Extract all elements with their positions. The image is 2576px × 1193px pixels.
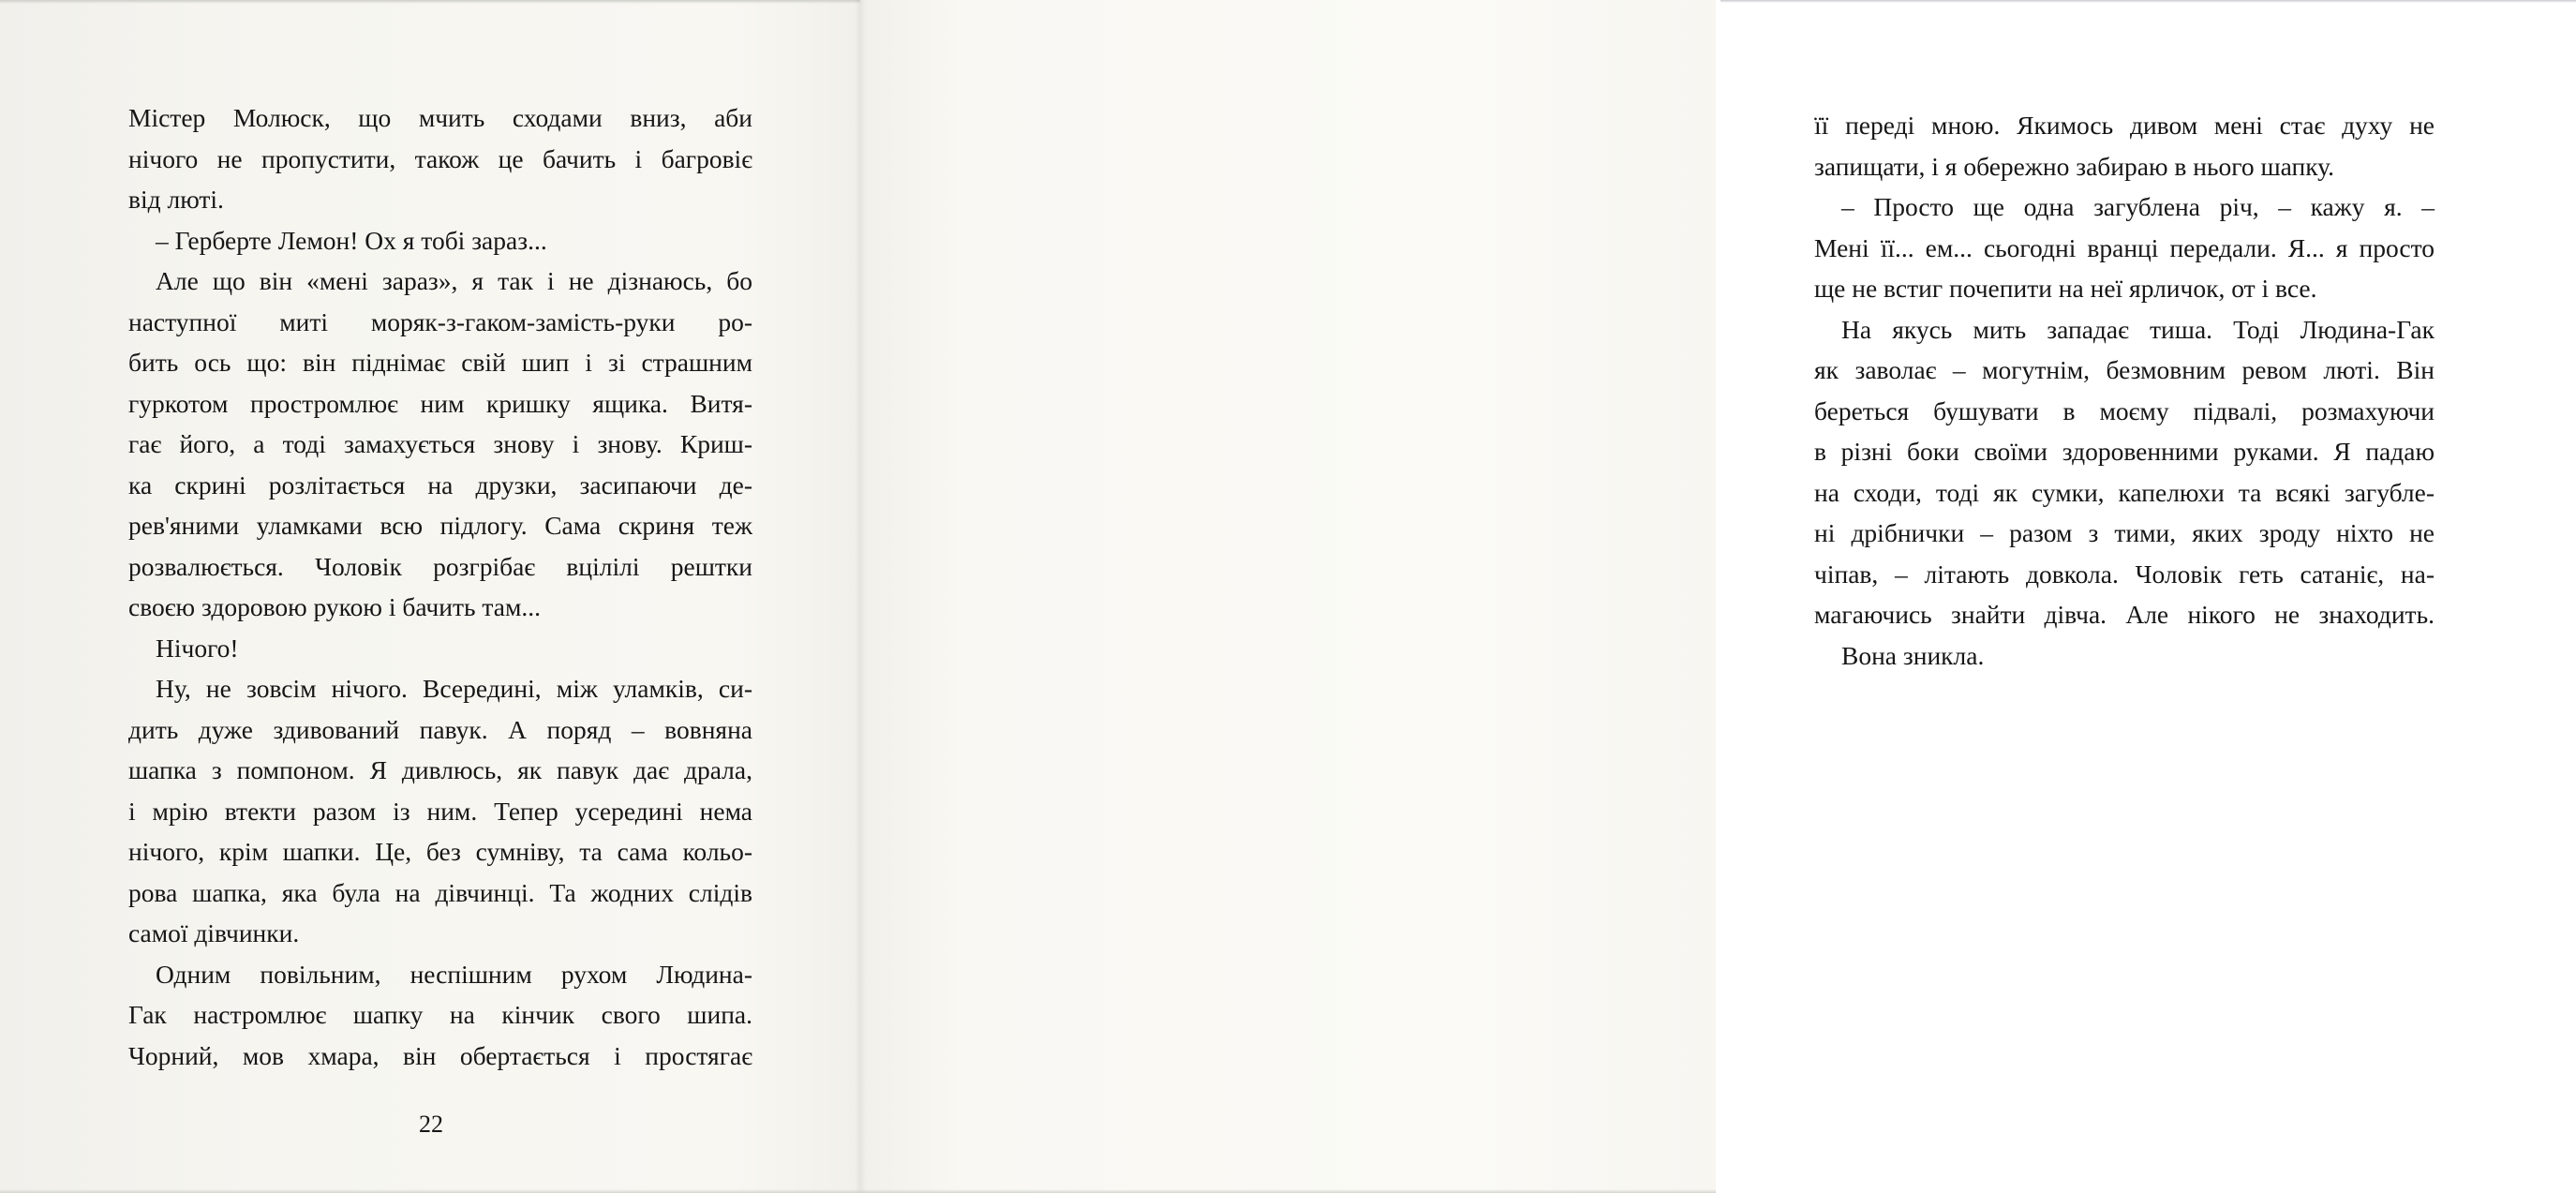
- text-line: на сходи, тоді як сумки, капелюхи та всякі загубле-: [1814, 477, 2435, 507]
- text-line: Гак настромлює шапку на кінчик свого шипа.: [128, 1000, 752, 1029]
- text-line: в різні боки своїми здоровенними руками. Я падаю: [1814, 437, 2435, 466]
- text-line: Нічого!: [156, 633, 239, 663]
- right-page-text: [1814, 105, 2435, 676]
- text-line: нічого не пропустити, також це бачить і багровіє: [128, 143, 752, 173]
- text-line: бить ось що: він піднімає свій шип і зі страшним: [128, 348, 752, 377]
- text-line: гає його, а тоді замахується знову і знову. Криш-: [128, 429, 752, 458]
- text-line: чіпав, – літають довкола. Чоловік геть сатаніє, на-: [1814, 559, 2435, 589]
- text-line: Вона зникла.: [1841, 640, 1985, 670]
- text-line: дить дуже здивований павук. А поряд – вовняна: [128, 714, 752, 744]
- page-number: 22: [419, 1111, 443, 1138]
- text-line: самої дівчинки.: [128, 918, 300, 947]
- text-line: ка скрині розлітається на друзки, засипаючи де-: [128, 470, 752, 500]
- page-bottom-edge: [0, 1189, 1716, 1193]
- text-line: Але що він «мені зараз», я так і не дізнаюсь, бо: [156, 266, 752, 295]
- text-line: ще не встиг почепити на неї ярличок, от і все.: [1814, 274, 2317, 303]
- text-line: гуркотом простромлює ним кришку ящика. Витя-: [128, 388, 752, 418]
- text-line: наступної миті моряк-з-гаком-замість-руки ро-: [128, 306, 752, 336]
- text-line: – Герберте Лемон! Ох я тобі зараз...: [156, 225, 547, 255]
- text-line: Мені її... ем... сьогодні вранці передали. Я... я просто: [1814, 232, 2435, 262]
- text-line: запищати, і я обережно забираю в нього шапку.: [1814, 151, 2335, 181]
- text-line: нічого, крім шапки. Це, без сумніву, та сама кольо-: [128, 837, 752, 866]
- text-line: береться бушувати в моєму підвалі, розмахуючи: [1814, 395, 2435, 425]
- text-line: Одним повільним, неспішним рухом Людина-: [156, 959, 752, 989]
- right-page: [860, 0, 2435, 1193]
- left-page-text: [128, 97, 752, 1076]
- text-line: як заволає – могутнім, безмовним ревом люті. Він: [1814, 355, 2435, 384]
- text-line: Ну, не зовсім нічого. Всередині, між уламків, си-: [156, 674, 752, 703]
- left-page: [0, 0, 860, 1193]
- text-line: ні дрібнички – разом з тими, яких зроду ніхто не: [1814, 518, 2435, 547]
- page-edge-shadow: [0, 0, 860, 4]
- text-line: рова шапка, яка була на дівчинці. Та жодних слідів: [128, 877, 752, 907]
- text-line: Чорний, мов хмара, він обертається і простягає: [128, 1040, 752, 1070]
- text-line: розвалюється. Чоловік розгрібає вцілілі рештки: [128, 551, 752, 581]
- text-line: і мрію втекти разом із ним. Тепер усередині нема: [128, 796, 752, 826]
- text-line: шапка з помпоном. Я дивлюсь, як павук дає драла,: [128, 755, 752, 784]
- text-line: від люті.: [128, 185, 224, 214]
- text-line: Містер Молюск, що мчить сходами вниз, аби: [128, 103, 752, 132]
- text-line: На якусь мить западає тиша. Тоді Людина-Гак: [1841, 314, 2435, 344]
- book-gutter: [855, 0, 866, 1193]
- text-line: її переді мною. Якимось дивом мені стає духу не: [1814, 111, 2435, 140]
- text-line: своєю здоровою рукою і бачить там...: [128, 592, 541, 621]
- text-line: рев'яними уламками всю підлогу. Сама скриня теж: [128, 511, 752, 540]
- page-edge-shadow: [1720, 0, 2576, 3]
- text-line: магаючись знайти дівча. Але нікого не знаходить.: [1814, 600, 2435, 629]
- text-line: – Просто ще одна загублена річ, – кажу я. –: [1841, 192, 2435, 221]
